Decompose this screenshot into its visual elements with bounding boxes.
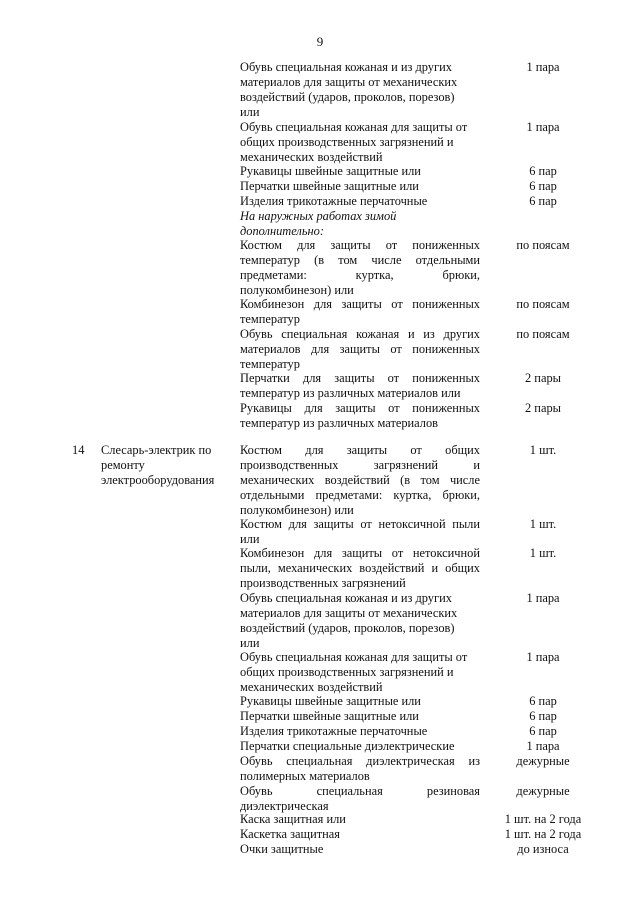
item-qty: по поясам bbox=[516, 297, 570, 311]
item-text: Костюм для защиты от пониженных температур (в том числе отдельными предметами: куртка, брюки, полукомбинезон) или bbox=[240, 238, 480, 297]
item-text: Костюм для защиты от нетоксичной пыли или bbox=[240, 517, 480, 546]
row-number: 14 bbox=[72, 443, 85, 457]
item-text: Обувь специальная кожаная и из других материалов для защиты от механических воздействий (ударов, проколов, порезов) или bbox=[240, 60, 458, 119]
item-qty: 6 пар bbox=[529, 179, 557, 193]
item-text: Перчатки для защиты от пониженных температур из различных материалов или bbox=[240, 371, 480, 400]
item-text: Рукавицы швейные защитные или bbox=[240, 694, 421, 708]
item-qty: по поясам bbox=[516, 238, 570, 252]
item-qty: 1 пара bbox=[526, 60, 560, 74]
item-qty: 6 пар bbox=[529, 724, 557, 738]
item-qty: 1 пара bbox=[526, 591, 560, 605]
item-qty: 1 пара bbox=[526, 120, 560, 134]
item-text: Обувь специальная кожаная и из других материалов для защиты от пониженных температур bbox=[240, 327, 480, 371]
item-text: Каска защитная или bbox=[240, 812, 346, 826]
item-text: Обувь специальная кожаная для защиты от общих производственных загрязнений и механических воздействий bbox=[240, 120, 468, 164]
item-qty: 2 пары bbox=[525, 371, 561, 385]
item-text: Перчатки швейные защитные или bbox=[240, 179, 419, 193]
item-text: Обувь специальная резиновая диэлектрическая bbox=[240, 784, 480, 813]
item-subheading: На наружных работах зимой дополнительно: bbox=[240, 209, 397, 238]
item-text: Перчатки швейные защитные или bbox=[240, 709, 419, 723]
item-qty: 1 шт. bbox=[529, 517, 557, 531]
item-qty: 6 пар bbox=[529, 164, 557, 178]
item-text: Обувь специальная кожаная для защиты от общих производственных загрязнений и механических воздействий bbox=[240, 650, 468, 694]
item-qty: дежурные bbox=[516, 754, 570, 768]
item-text: Рукавицы для защиты от пониженных температур из различных материалов bbox=[240, 401, 480, 430]
page-number: 9 bbox=[316, 34, 324, 49]
item-qty: 6 пар bbox=[529, 709, 557, 723]
item-text: Обувь специальная кожаная и из других материалов для защиты от механических воздействий (ударов, проколов, порезов) или bbox=[240, 591, 458, 650]
profession-name: Слесарь-электрик по ремонту электрооборудования bbox=[101, 443, 215, 487]
item-qty: до износа bbox=[517, 842, 569, 856]
item-text: Комбинезон для защиты от нетоксичной пыли, механических воздействий и общих производственных загрязнений bbox=[240, 546, 480, 590]
item-qty: по поясам bbox=[516, 327, 570, 341]
item-qty: дежурные bbox=[516, 784, 570, 798]
item-qty: 1 шт. на 2 года bbox=[504, 812, 582, 826]
item-qty: 1 пара bbox=[526, 739, 560, 753]
item-text: Каскетка защитная bbox=[240, 827, 340, 841]
item-qty: 6 пар bbox=[529, 694, 557, 708]
item-text: Изделия трикотажные перчаточные bbox=[240, 194, 428, 208]
item-qty: 2 пары bbox=[525, 401, 561, 415]
item-text: Перчатки специальные диэлектрические bbox=[240, 739, 455, 753]
item-qty: 1 пара bbox=[526, 650, 560, 664]
item-text: Изделия трикотажные перчаточные bbox=[240, 724, 428, 738]
item-text: Рукавицы швейные защитные или bbox=[240, 164, 421, 178]
item-text: Костюм для защиты от общих производственных загрязнений и механических воздействий (в том числе отдельными предметами: куртка, брюки, полукомбинезон) или bbox=[240, 443, 480, 517]
item-qty: 6 пар bbox=[529, 194, 557, 208]
item-qty: 1 шт. на 2 года bbox=[504, 827, 582, 841]
item-qty: 1 шт. bbox=[529, 443, 557, 457]
item-text: Обувь специальная диэлектрическая из полимерных материалов bbox=[240, 754, 480, 783]
item-text: Очки защитные bbox=[240, 842, 324, 856]
item-text: Комбинезон для защиты от пониженных температур bbox=[240, 297, 480, 326]
item-qty: 1 шт. bbox=[529, 546, 557, 560]
